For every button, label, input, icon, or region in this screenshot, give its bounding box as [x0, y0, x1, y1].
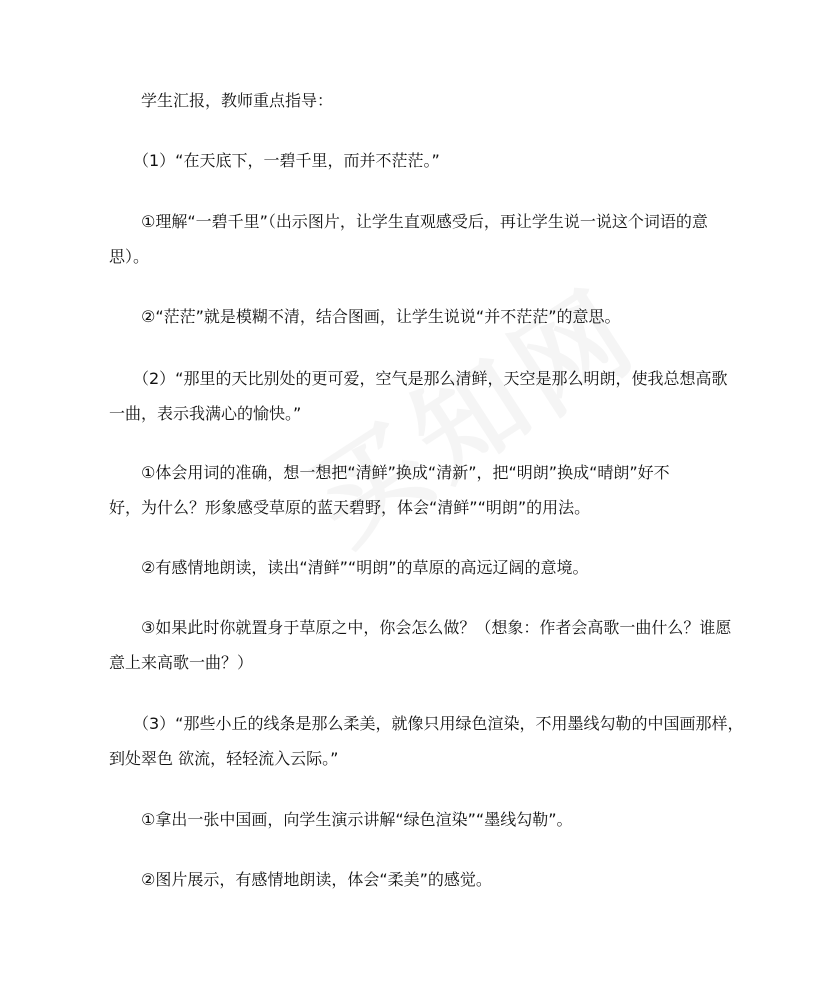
paragraph	[109, 143, 729, 178]
paragraph	[109, 299, 729, 334]
text-line: （1）“在天底下，一碧千里，而并不茫茫。”	[109, 151, 440, 170]
text-line: 意上来高歌一曲？）	[109, 653, 254, 672]
text-line: ①体会用词的准确，想一想把“清鲜”换成“清新”，把“明朗”换成“晴朗”好不	[109, 463, 670, 482]
text-line: 好，为什么？形象感受草原的蓝天碧野，体会“清鲜”“明朗”的用法。	[109, 498, 591, 517]
text-line: ①理解“一碧千里”（出示图片，让学生直观感受后，再让学生说一说这个词语的意	[109, 212, 708, 231]
text-line: （2）“那里的天比别处的更可爱，空气是那么清鲜，天空是那么明朗，使我总想高歌	[109, 369, 728, 388]
text-line: ②有感情地朗读，读出“清鲜”“明朗”的草原的高远辽阔的意境。	[109, 558, 589, 577]
text-line: （3）“那些小丘的线条是那么柔美，就像只用绿色渲染，不用墨线勾勒的中国画那样，	[109, 714, 744, 733]
text-line: ②“茫茫”就是模糊不清，结合图画，让学生说说“并不茫茫”的意思。	[109, 307, 621, 326]
text-line: ③如果此时你就置身于草原之中，你会怎么做？（想象：作者会高歌一曲什么？谁愿	[109, 618, 732, 637]
text-line: ①拿出一张中国画，向学生演示讲解“绿色渲染”“墨线勾勒”。	[109, 810, 573, 829]
text-line: ②图片展示，有感情地朗读，体会“柔美”的感觉。	[109, 870, 492, 889]
paragraph	[109, 361, 729, 431]
paragraph	[109, 862, 729, 897]
paragraph	[109, 455, 729, 525]
paragraph	[109, 550, 729, 585]
text-line: 一曲，表示我满心的愉快。”	[109, 404, 302, 423]
text-line: 到处翠色 欲流，轻轻流入云际。”	[109, 749, 339, 768]
paragraph	[109, 802, 729, 837]
paragraph	[109, 83, 729, 118]
paragraph	[109, 706, 744, 776]
paragraph	[109, 610, 732, 680]
text-line: 思）。	[109, 247, 150, 266]
paragraph	[109, 204, 729, 274]
text-line: 学生汇报，教师重点指导：	[109, 91, 334, 110]
